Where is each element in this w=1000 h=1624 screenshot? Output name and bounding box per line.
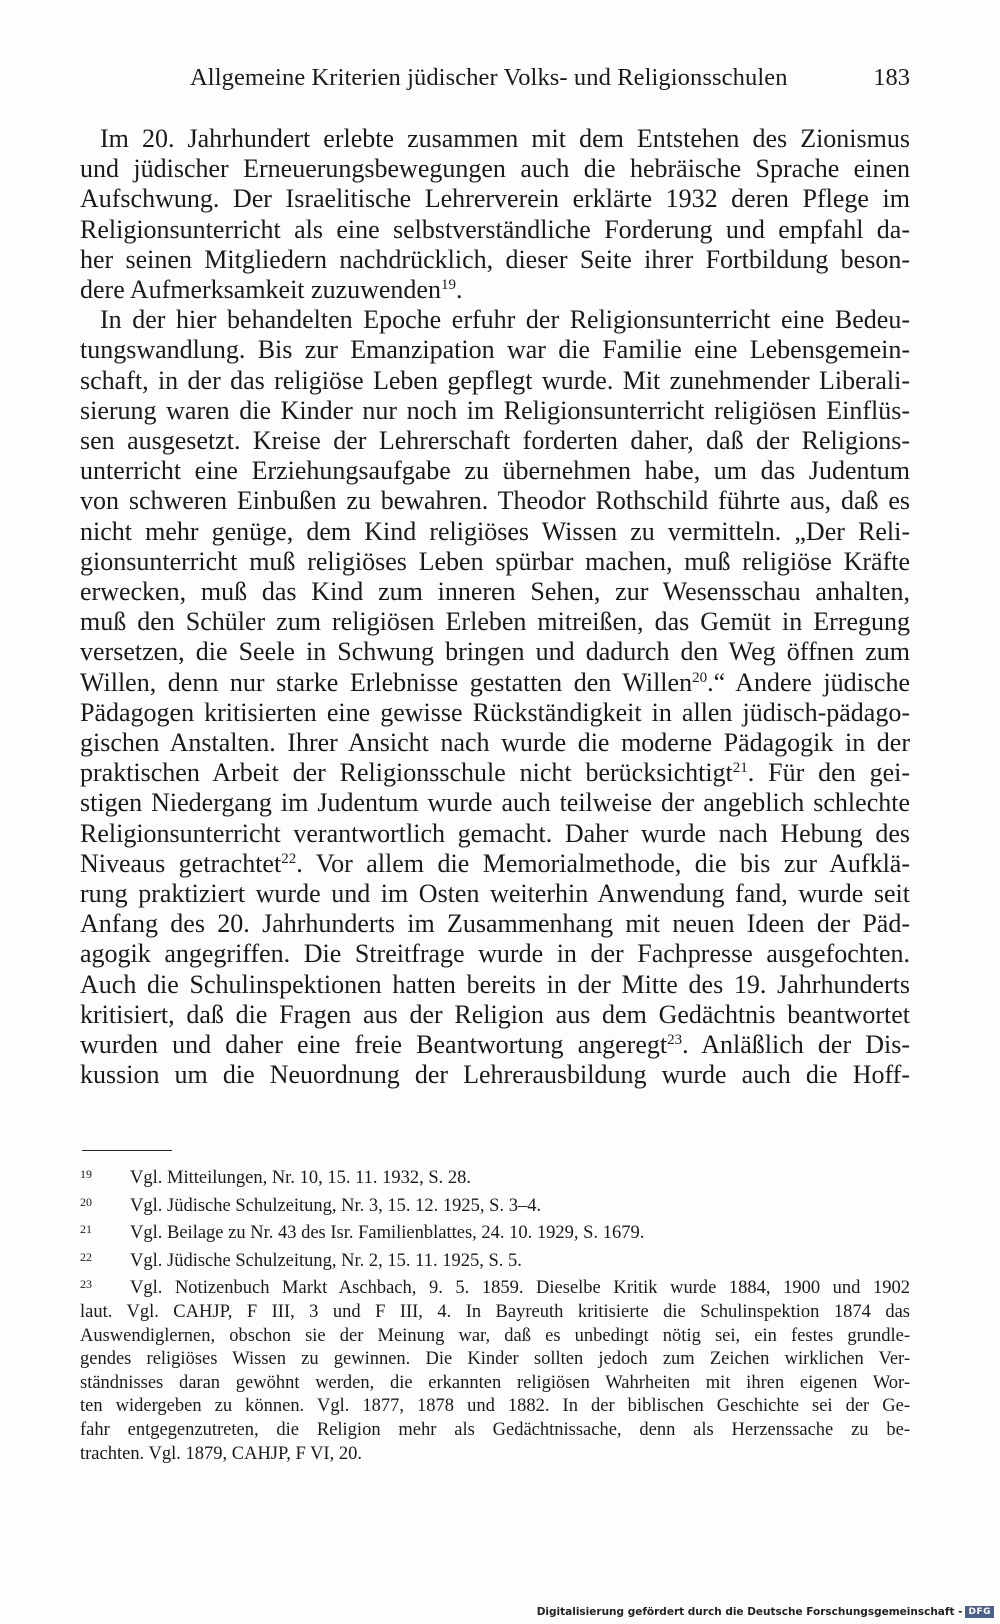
main-text <box>80 124 910 1091</box>
text-fragment: Willen, denn nur starke Erlebnisse gestatten den Willen <box>80 667 693 697</box>
running-title: Allgemeine Kriterien jüdischer Volks- und Religionsschulen <box>190 64 788 91</box>
text-fragment: agogik angegriffen. Die Streitfrage wurde in der Fachpresse ausgefochten. <box>80 939 910 969</box>
footnote-line <box>80 1163 910 1191</box>
footnote-text: fahr entgegenzutreten, die Religion mehr als Gedächtnissache, denn als Herzenssache zu be- <box>80 1419 910 1440</box>
text-line <box>80 1030 910 1060</box>
footnote-text: ten widergeben zu können. Vgl. 1877, 1878 und 1882. In der biblischen Geschichte sei der Ge- <box>80 1396 910 1417</box>
credit-text: Digitalisierung gefördert durch die Deutsche Forschungsgemeinschaft - <box>536 1606 963 1618</box>
text-line <box>80 939 910 969</box>
footnote-line <box>80 1218 910 1246</box>
footnote-ref[interactable]: 20 <box>692 669 708 686</box>
footnote-text: trachten. Vgl. 1879, CAHJP, F VI, 20. <box>80 1443 362 1464</box>
text-fragment: dere Aufmerksamkeit zuzuwenden <box>80 275 441 305</box>
dfg-logo: DFG <box>965 1606 994 1618</box>
text-fragment: . Für den gei- <box>747 758 910 788</box>
footnote <box>80 1273 910 1466</box>
footnote <box>80 1163 910 1191</box>
footnote-line <box>80 1395 910 1419</box>
footnote-line <box>80 1325 910 1349</box>
footnote-number: 19 <box>80 1167 92 1181</box>
footnote-line <box>80 1372 910 1396</box>
footnote-line <box>80 1301 910 1325</box>
text-line <box>80 698 910 728</box>
text-line <box>80 879 910 909</box>
text-fragment: . <box>455 275 463 305</box>
footnote-line <box>80 1419 910 1443</box>
paragraph-2 <box>80 305 910 1090</box>
text-line <box>80 970 910 1000</box>
text-line: unterricht eine Erziehungsaufgabe zu übernehmen habe, um das Judentum <box>80 456 910 486</box>
text-fragment: Auch die Schulinspektionen hatten bereits in der Mitte des 19. Jahrhunderts <box>80 969 910 999</box>
footnote-text: Auswendiglernen, obschon sie der Meinung war, daß es unbedingt nötig sei, ein festes grundle- <box>80 1325 910 1346</box>
footnote <box>80 1218 910 1246</box>
text-line: nicht mehr genüge, dem Kind religiöses Wissen zu vermitteln. „Der Reli- <box>80 516 910 546</box>
footnote-line <box>80 1246 910 1274</box>
footnote-ref[interactable]: 23 <box>667 1032 683 1049</box>
footnote-number: 22 <box>80 1249 92 1264</box>
footnote-text: gendes religiöses Wissen zu gewinnen. Die Kinder sollten jedoch zum Zeichen wirklichen Ver- <box>80 1349 910 1370</box>
text-fragment: kussion um die Neuordnung der Lehrerausbildung wurde auch die Hoff- <box>80 1060 910 1090</box>
text-line: sierung waren die Kinder nur noch im Religionsunterricht religiösen Einflüs- <box>80 395 910 425</box>
text-fragment: stigen Niedergang im Judentum wurde auch teilweise der angeblich schlechte <box>80 788 910 818</box>
footnote-text: laut. Vgl. CAHJP, F III, 3 und F III, 4. In Bayreuth kritisierte die Schulinspektion 1874 das <box>80 1301 910 1322</box>
text-line <box>80 849 910 879</box>
footnote-line <box>80 1273 910 1301</box>
footnote-line <box>80 1443 910 1467</box>
footnote-line <box>80 1191 910 1219</box>
page-number: 183 <box>873 64 910 91</box>
text-fragment: Pädagogen kritisierten eine gewisse Rückständigkeit in allen jüdisch-pädago- <box>80 697 910 727</box>
text-line: und jüdischer Erneuerungsbewegungen auch die hebräische Sprache einen <box>80 154 910 184</box>
text-line <box>80 1060 910 1090</box>
text-fragment: Religionsunterricht verantwortlich gemacht. Daher wurde nach Hebung des <box>80 818 910 848</box>
text-line <box>80 275 910 305</box>
text-line: gionsunterricht muß religiöses Leben spürbar machen, muß religiöse Kräfte <box>80 546 910 576</box>
text-line: In der hier behandelten Epoche erfuhr der Religionsunterricht eine Bedeu- <box>100 305 910 335</box>
text-line <box>80 909 910 939</box>
digitization-credit <box>537 1606 994 1618</box>
text-line: Aufschwung. Der Israelitische Lehrerverein erklärte 1932 deren Pflege im <box>80 184 910 214</box>
text-line: von schweren Einbußen zu bewahren. Theodor Rothschild führte aus, daß es <box>80 486 910 516</box>
footnote-number: 20 <box>80 1194 92 1209</box>
text-fragment: kritisiert, daß die Fragen aus der Religion aus dem Gedächtnis beantwortet <box>80 999 910 1029</box>
paragraph-1 <box>80 124 910 305</box>
text-fragment: wurden und daher eine freie Beantwortung angeregt <box>80 1030 668 1060</box>
footnotes <box>80 1163 910 1466</box>
footnote-text: Vgl. Jüdische Schulzeitung, Nr. 3, 15. 12. 1925, S. 3–4. <box>130 1195 542 1216</box>
text-fragment: Niveaus getrachtet <box>80 848 282 878</box>
footnote <box>80 1191 910 1219</box>
text-line: Im 20. Jahrhundert erlebte zusammen mit dem Entstehen des Zionismus <box>100 124 910 153</box>
text-line: versetzen, die Seele in Schwung bringen und dadurch den Weg öffnen zum <box>80 637 910 667</box>
footnote-number: 21 <box>80 1222 92 1237</box>
text-line <box>80 788 910 818</box>
footnote-line <box>80 1348 910 1372</box>
footnote-ref[interactable]: 21 <box>732 760 748 777</box>
footnote-ref[interactable]: 22 <box>281 850 297 867</box>
text-line <box>80 728 910 758</box>
footnote-text: Vgl. Mitteilungen, Nr. 10, 15. 11. 1932, S. 28. <box>130 1168 472 1188</box>
text-fragment: .“ Andere jüdische <box>707 667 911 697</box>
text-line: tungswandlung. Bis zur Emanzipation war die Familie eine Lebensgemein- <box>80 335 910 365</box>
footnote-text: Vgl. Jüdische Schulzeitung, Nr. 2, 15. 11. 1925, S. 5. <box>130 1250 522 1271</box>
text-line <box>80 1000 910 1030</box>
footnote-rule <box>82 1150 172 1151</box>
footnote-text: ständnisses daran gewöhnt werden, die erkannten religiösen Wahrheiten mit ihren eigenen Wor- <box>80 1372 910 1393</box>
text-line <box>80 819 910 849</box>
footnote-text: Vgl. Notizenbuch Markt Aschbach, 9. 5. 1859. Dieselbe Kritik wurde 1884, 1900 und 1902 <box>130 1278 910 1299</box>
text-fragment: rung praktiziert wurde und im Osten weiterhin Anwendung fand, wurde seit <box>80 879 910 909</box>
footnote-number: 23 <box>80 1277 92 1292</box>
text-line: muß den Schüler zum religiösen Erleben mitreißen, das Gemüt in Erregung <box>80 607 910 637</box>
footnote-text: Vgl. Beilage zu Nr. 43 des Isr. Familienblattes, 24. 10. 1929, S. 1679. <box>130 1223 645 1244</box>
footnote <box>80 1246 910 1274</box>
text-line <box>80 758 910 788</box>
text-line <box>80 668 910 698</box>
text-fragment: . Vor allem die Memorialmethode, die bis zur Aufklä- <box>296 848 910 878</box>
text-line: schaft, in der das religiöse Leben gepflegt wurde. Mit zunehmender Liberali- <box>80 365 910 395</box>
footnote-ref[interactable]: 19 <box>440 277 456 294</box>
text-fragment: gischen Anstalten. Ihrer Ansicht nach wurde die moderne Pädagogik in der <box>80 728 910 758</box>
text-fragment: Anfang des 20. Jahrhunderts im Zusammenhang mit neuen Ideen der Päd- <box>80 909 910 939</box>
text-line: erwecken, muß das Kind zum inneren Sehen, zur Wesensschau anhalten, <box>80 577 910 607</box>
text-line: her seinen Mitgliedern nachdrücklich, dieser Seite ihrer Fortbildung beson- <box>80 244 910 274</box>
text-line: sen ausgesetzt. Kreise der Lehrerschaft forderten daher, daß der Religions- <box>80 426 910 456</box>
text-line: Religionsunterricht als eine selbstverständliche Forderung und empfahl da- <box>80 214 910 244</box>
text-fragment: praktischen Arbeit der Religionsschule nicht berücksichtigt <box>80 758 733 788</box>
text-fragment: . Anläßlich der Dis- <box>682 1030 910 1060</box>
